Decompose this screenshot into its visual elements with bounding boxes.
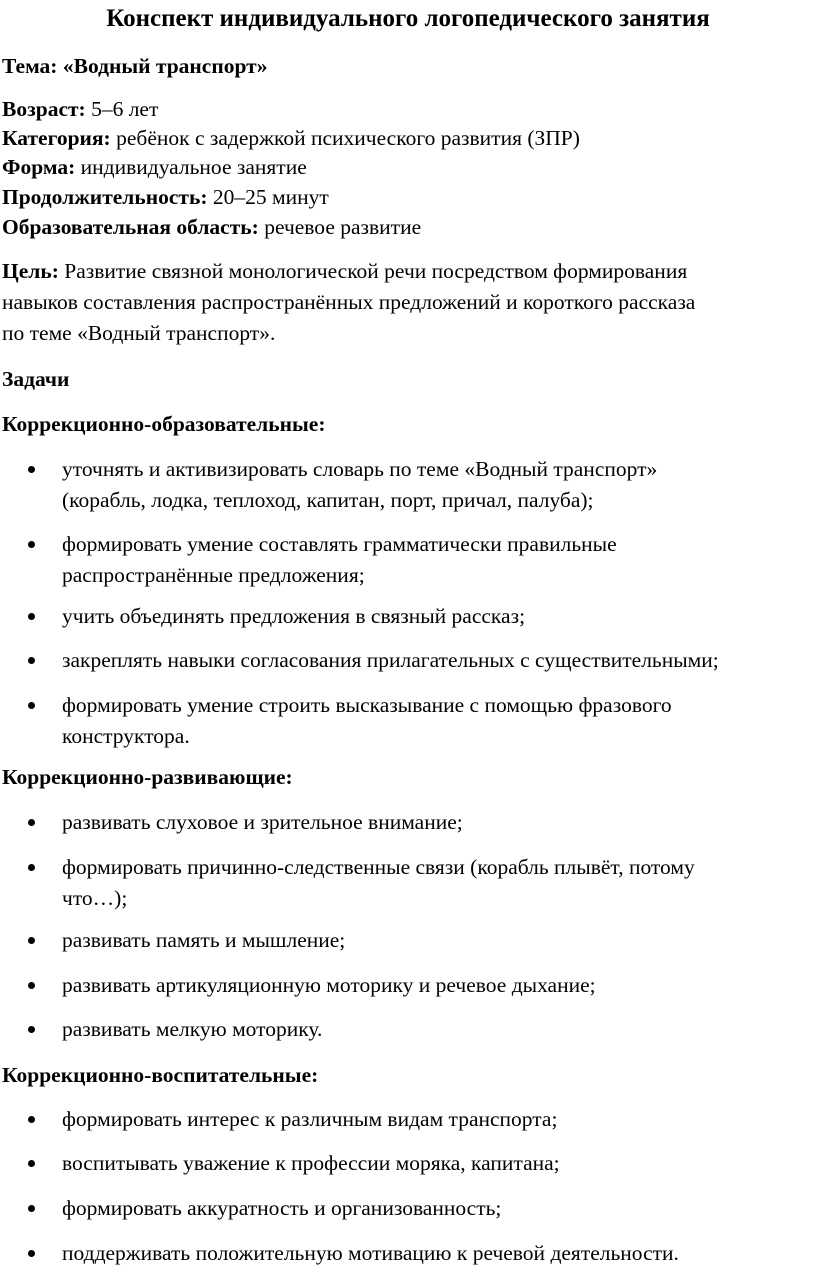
meta-label: Форма:: [2, 155, 76, 179]
section-heading: Коррекционно-воспитательные:: [2, 1063, 319, 1087]
list-item-line: воспитывать уважение к профессии моряка, капитана;: [62, 1151, 560, 1175]
bullet-dot-icon: [28, 982, 35, 989]
meta-value: речевое развитие: [264, 215, 422, 239]
list-item-line: развивать артикуляционную моторику и речевое дыхание;: [62, 973, 596, 997]
form-line: [2, 153, 307, 181]
list-item-line: формировать аккуратность и организованность;: [62, 1196, 502, 1220]
theme-value: «Водный транспорт»: [62, 54, 268, 78]
category-line: [2, 124, 580, 152]
meta-label: Возраст:: [2, 97, 86, 121]
bullet-dot-icon: [28, 1026, 35, 1033]
bullet-dot-icon: [28, 657, 35, 664]
bullet-dot-icon: [28, 1205, 35, 1212]
meta-value: ребёнок с задержкой психического развития (ЗПР): [116, 126, 580, 150]
bullet-dot-icon: [28, 702, 35, 709]
bullet-dot-icon: [28, 1250, 35, 1257]
bullet-dot-icon: [28, 541, 35, 548]
list-item-line: развивать память и мышление;: [62, 928, 346, 952]
list-item-line: развивать мелкую моторику.: [62, 1017, 323, 1041]
theme-label: Тема:: [2, 54, 58, 78]
tasks-heading: Задачи: [2, 367, 70, 391]
meta-label: Образовательная область:: [2, 215, 259, 239]
meta-value: индивидуальное занятие: [80, 155, 307, 179]
area-line: [2, 213, 421, 241]
age-line: [2, 95, 158, 123]
list-item-line: формировать умение составлять грамматически правильные: [62, 532, 617, 556]
list-item-line: формировать причинно-следственные связи (корабль плывёт, потому: [62, 855, 695, 879]
goal-line-2: навыков составления распространённых предложений и короткого рассказа: [2, 290, 696, 314]
meta-label: Продолжительность:: [2, 185, 208, 209]
document-title: Конспект индивидуального логопедического занятия: [106, 5, 710, 32]
list-item-line: (корабль, лодка, теплоход, капитан, порт, причал, палуба);: [62, 488, 594, 512]
bullet-dot-icon: [28, 1160, 35, 1167]
list-item-line: формировать умение строить высказывание с помощью фразового: [62, 693, 672, 717]
goal-text: Развитие связной монологической речи посредством формирования: [64, 259, 688, 283]
bullet-dot-icon: [28, 937, 35, 944]
goal-label: Цель:: [2, 259, 59, 283]
bullet-dot-icon: [28, 466, 35, 473]
list-item-line: что…);: [62, 886, 128, 910]
list-item-line: развивать слуховое и зрительное внимание;: [62, 810, 463, 834]
list-item-line: учить объединять предложения в связный рассказ;: [62, 604, 526, 628]
section-heading: Коррекционно-образовательные:: [2, 412, 326, 436]
goal-line-1: [2, 256, 802, 287]
theme-line: [2, 52, 267, 80]
section-heading: Коррекционно-развивающие:: [2, 765, 293, 789]
goal-paragraph: [2, 256, 802, 349]
goal-line-3: по теме «Водный транспорт».: [2, 321, 276, 345]
bullet-dot-icon: [28, 1116, 35, 1123]
list-item-line: поддерживать положительную мотивацию к речевой деятельности.: [62, 1241, 679, 1265]
list-item-line: формировать интерес к различным видам транспорта;: [62, 1107, 558, 1131]
list-item-line: уточнять и активизировать словарь по теме «Водный транспорт»: [62, 457, 658, 481]
bullet-dot-icon: [28, 864, 35, 871]
bullet-dot-icon: [28, 613, 35, 620]
list-item-line: закреплять навыки согласования прилагательных с существительными;: [62, 648, 719, 672]
meta-value: 5–6 лет: [91, 97, 159, 121]
meta-value: 20–25 минут: [212, 185, 329, 209]
list-item-line: распространённые предложения;: [62, 563, 365, 587]
duration-line: [2, 183, 329, 211]
list-item-line: конструктора.: [62, 724, 190, 748]
bullet-dot-icon: [28, 819, 35, 826]
meta-label: Категория:: [2, 126, 111, 150]
